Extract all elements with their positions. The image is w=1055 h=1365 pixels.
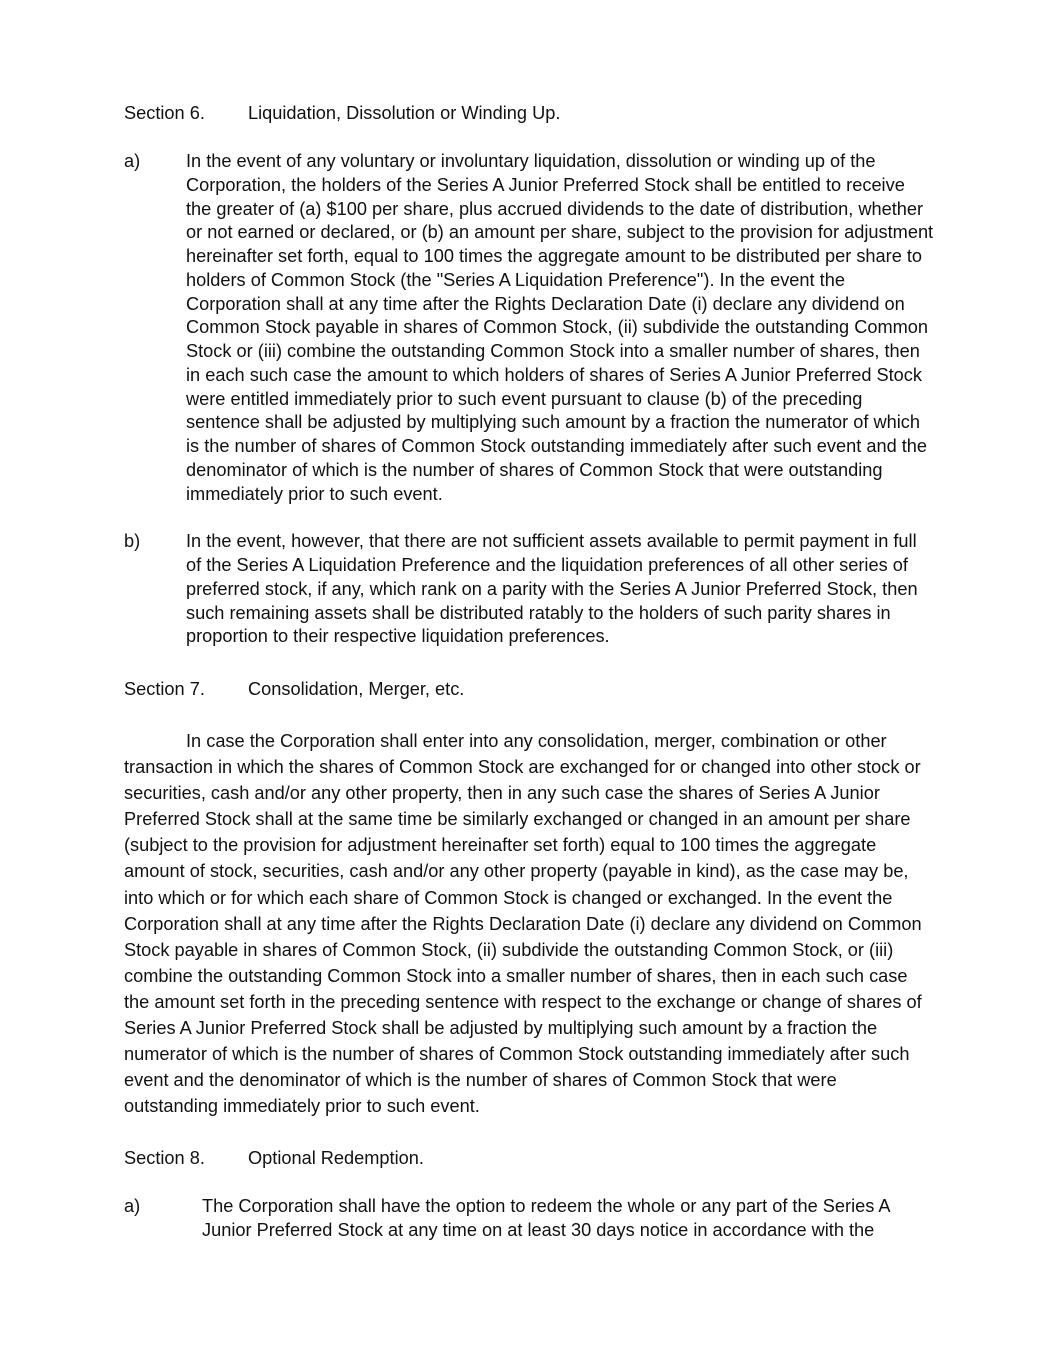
section-8-item-a [124, 1195, 934, 1243]
section-6-title: Liquidation, Dissolution or Winding Up. [248, 103, 561, 123]
item-marker: a) [124, 1196, 141, 1217]
document-page [124, 100, 934, 1243]
section-6-item-a [124, 150, 934, 506]
section-6-number: Section 6. [124, 103, 205, 123]
section-8-title: Optional Redemption. [248, 1148, 424, 1169]
item-marker: b) [124, 531, 141, 552]
section-7-number: Section 7. [124, 679, 205, 699]
section-8-number: Section 8. [124, 1148, 205, 1169]
section-8-heading [124, 1145, 934, 1171]
item-text: In the event, however, that there are not sufficient assets available to permit payment in full of the Series A Liquidation Preference and the liquidation preferences of all other series of preferred stock, if any, which rank on a parity with the Series A Junior Preferred Stock, then such remaining assets shall be distributed ratably to the holders of such parity shares in proportion to their respective liquidation preferences. [186, 531, 918, 647]
section-6-heading [124, 100, 934, 126]
item-marker: a) [124, 151, 141, 171]
section-7-title: Consolidation, Merger, etc. [248, 679, 465, 699]
section-7-heading [124, 676, 934, 702]
section-6-item-b [124, 530, 934, 649]
section-7-paragraph: In case the Corporation shall enter into any consolidation, merger, combination or other transaction in which the shares of Common Stock are exchanged for or changed into other stock or securities, cash and/or any other property, then in any such case the shares of Series A Junior Preferred Stock shall at the same time be similarly exchanged or changed in an amount per share (subject to the provision for adjustment hereinafter set forth) equal to 100 times the aggregate amount of stock, securities, cash and/or any other property (payable in kind), as the case may be, into which or for which each share of Common Stock is changed or exchanged. In the event the Corporation shall at any time after the Rights Declaration Date (i) declare any dividend on Common Stock payable in shares of Common Stock, (ii) subdivide the outstanding Common Stock, or (iii) combine the outstanding Common Stock into a smaller number of shares, then in each such case the amount set forth in the preceding sentence with respect to the exchange or change of shares of Series A Junior Preferred Stock shall be adjusted by multiplying such amount by a fraction the numerator of which is the number of shares of Common Stock outstanding immediately after such event and the denominator of which is the number of shares of Common Stock that were outstanding immediately prior to such event. [124, 731, 922, 1117]
item-text: The Corporation shall have the option to redeem the whole or any part of the Series A Junior Preferred Stock at any time on at least 30 days notice in accordance with the [202, 1196, 890, 1241]
item-text: In the event of any voluntary or involuntary liquidation, dissolution or winding up of the Corporation, the holders of the Series A Junior Preferred Stock shall be entitled to receive the greater of (a) $100 per share, plus accrued dividends to the date of distribution, whether or not earned or declared, or (b) an amount per share, subject to the provision for adjustment hereinafter set forth, equal to 100 times the aggregate amount to be distributed per share to holders of Common Stock (the "Series A Liquidation Preference"). In the event the Corporation shall at any time after the Rights Declaration Date (i) declare any dividend on Common Stock payable in shares of Common Stock, (ii) subdivide the outstanding Common Stock or (iii) combine the outstanding Common Stock into a smaller number of shares, then in each such case the amount to which holders of shares of Series A Junior Preferred Stock were entitled immediately prior to such event pursuant to clause (b) of the preceding sentence shall be adjusted by multiplying such amount by a fraction the numerator of which is the number of shares of Common Stock outstanding immediately after such event and the denominator of which is the number of shares of Common Stock that were outstanding immediately prior to such event. [186, 151, 934, 504]
